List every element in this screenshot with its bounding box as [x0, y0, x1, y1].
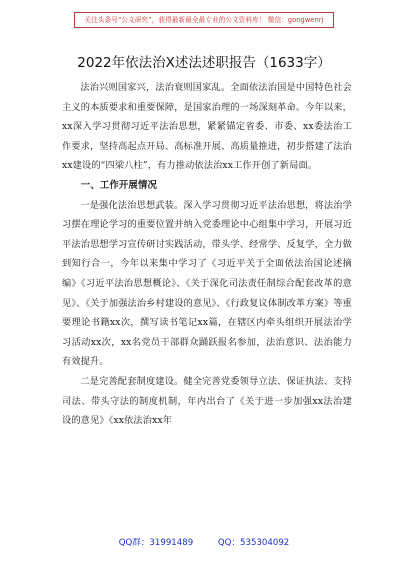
document-title: 2022年依法治X述法述职报告（1633字） [77, 55, 331, 71]
section-paragraph-2: 二是完善配套制度建设。健全完善党委领导立法、保证执法、支持司法、带头守法的制度机制，年内出台了《关于进一步加强xx法治建设的意见》《xx依法治xx年 [62, 375, 352, 427]
qq-group-text: QQ群：31991489 [118, 538, 194, 548]
qq-contact-text: QQ：535304092 [217, 538, 290, 548]
section-heading: 一、工作开展情况 [80, 179, 157, 191]
document-body [62, 78, 352, 431]
contact-footer [0, 537, 408, 549]
section-paragraph-1: 一是强化法治思想武装。深入学习贯彻习近平法治思想，将法治学习摆在理论学习的重要位置并纳入党委理论中心组集中学习，开展习近平法治思想学习宣传研讨实践活动，带头学、经常学、反复学，全力做到知行合一，今年以来集中学习了《习近平关于全面依法治国论述摘编》《习近平法治思想概论》、《关于深化司法责任制综合配套改革的意见》、《关于加强法治乡村建设的意见》、《行政复议体制改革方案》等重要理论书籍xx次，撰写读书笔记xx篇，在辖区内牵头组织开展法治学习活动xx次，xx名党员干部群众踊跃报名参加，法治意识、法治能力有效提升。 [62, 199, 352, 368]
intro-paragraph: 法治兴则国家兴，法治衰则国家乱。全面依法治国是中国特色社会主义的本质要求和重要保障，是国家治理的一场深刻革命。今年以来，xx深入学习贯彻习近平法治思想，紧紧锚定省委、市委、xx委法治工作要求，坚持高起点开局、高标准开展、高质量推进，初步搭建了法治xx建设的“四梁八柱”，有力推动依法治xx工作开创了新局面。 [62, 82, 352, 172]
promo-banner-text: 关注头条号“公文研究”，获得最新最全最专业的公文资料库！ 微信：gongwenrj [84, 16, 324, 24]
promo-banner [74, 12, 334, 28]
